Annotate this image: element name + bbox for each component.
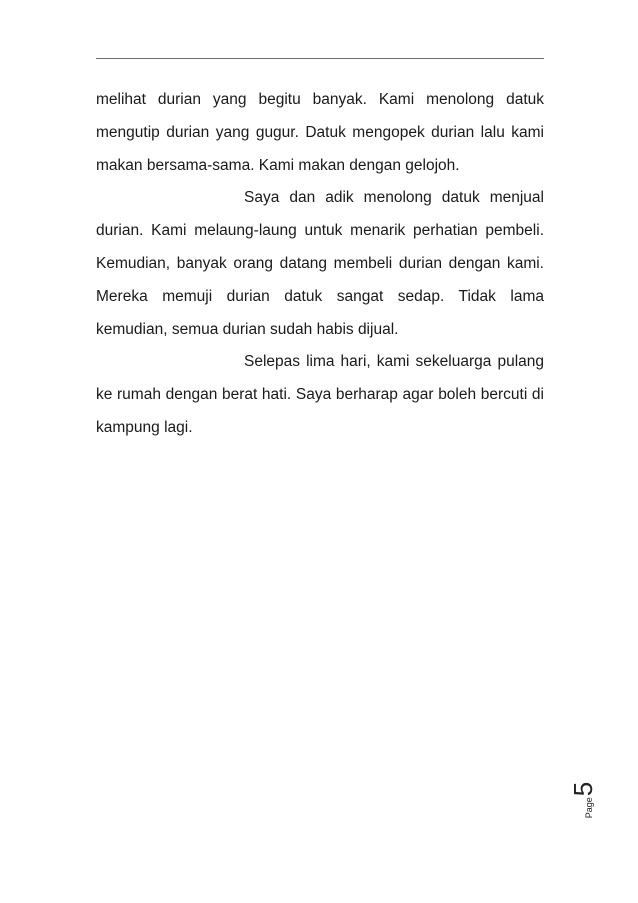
paragraph-2: Saya dan adik menolong datuk menjual durian. Kami melaung-laung untuk menarik perhatian pembeli. Kemudian, banyak orang datang membeli durian dengan kami. Mereka memuji durian datuk sangat sedap. Tidak lama kemudian, semua durian sudah habis dijual. [96, 189, 544, 338]
page-number-value: 5 [568, 781, 598, 797]
paragraph-1: melihat durian yang begitu banyak. Kami menolong datuk mengutip durian yang gugur. Datuk mengopek durian lalu kami makan bersama-sama. Kami makan dengan gelojoh. [96, 91, 544, 174]
page-number [568, 770, 628, 830]
header-rule [96, 58, 544, 59]
paragraph-3: Selepas lima hari, kami sekeluarga pulang ke rumah dengan berat hati. Saya berharap agar boleh bercuti di kampung lagi. [96, 353, 544, 436]
page-label: Page [584, 797, 594, 819]
document-body [96, 84, 544, 445]
